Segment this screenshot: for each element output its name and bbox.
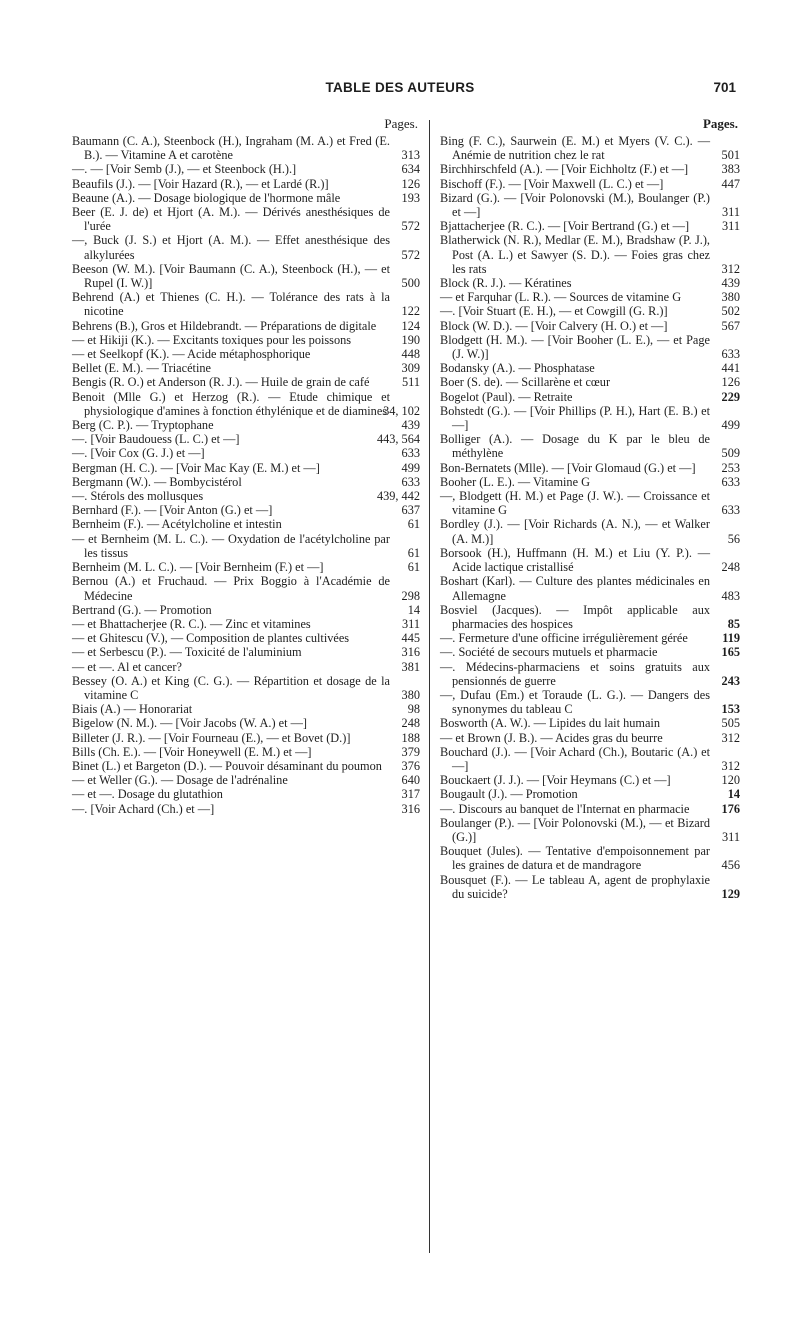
entry-page-number: 316 [401,645,420,660]
entry-text: Bernheim (M. L. C.). — [Voir Bernheim (F.) et —] [72,560,324,575]
entry-page-number: 572 [401,247,420,262]
index-entry [72,290,420,318]
entry-page-number: 572 [401,219,420,234]
entry-text: Bon-Bernatets (Mlle). — [Voir Glomaud (G.) et —] [440,460,696,475]
index-entry [72,787,420,801]
index-entry [440,773,740,787]
index-entry [440,645,740,659]
pages-column-label: Pages. [702,116,738,131]
entry-text: —. Discours au banquet de l'Internat en pharmacie [440,801,690,816]
entry-page-number: 633 [721,474,740,489]
index-entry [440,475,740,489]
entry-page-number: 61 [407,517,420,532]
index-entry [72,233,420,261]
entry-text: Bernheim (F.). — Acétylcholine et intestin [72,517,282,532]
entry-text: — et —. Dosage du glutathion [72,787,223,802]
page-header [0,80,800,100]
left-column [72,116,420,816]
entry-page-number: 298 [401,588,420,603]
entry-text: Bosviel (Jacques). — Impôt applicable aux pharmacies des hospices [440,602,710,631]
entry-page-number: 190 [401,332,420,347]
entry-page-number: 311 [402,616,420,631]
index-entry [440,375,740,389]
entry-text: Billeter (J. R.). — [Voir Fourneau (E.), — et Bovet (D.)] [72,730,351,745]
index-entry [72,674,420,702]
entry-page-number: 501 [721,148,740,163]
entry-text: —. [Voir Baudouess (L. C.) et —] [72,432,240,447]
entry-text: — et Farquhar (L. R.). — Sources de vitamine G [440,290,682,305]
entry-text: Bergman (H. C.). — [Voir Mac Kay (E. M.) et —] [72,460,320,475]
entry-text: —, Blodgett (H. M.) et Page (J. W.). — Croissance et vitamine G [440,489,710,518]
entry-text: — et Bernheim (M. L. C.). — Oxydation de l'acétylcholine par les tissus [72,531,390,560]
entry-page-number: 193 [401,190,420,205]
entry-text: —, Dufau (Em.) et Toraude (L. G.). — Dangers des synonymes du tableau C [440,687,710,717]
index-entry [440,731,740,745]
index-entry [440,134,740,162]
entry-text: Boulanger (P.). — [Voir Polonovski (M.), — et Bizard (G.)] [440,815,710,844]
entry-page-number: 176 [721,801,740,816]
index-entry [440,290,740,304]
entry-page-number: 312 [721,758,740,773]
index-entry [440,574,740,602]
entry-text: Bengis (R. O.) et Anderson (R. J.). — Huile de grain de café [72,375,370,390]
entry-page-number: 637 [401,503,420,518]
entry-text: — et Serbescu (P.). — Toxicité de l'aluminium [72,645,302,660]
entry-page-number: 120 [721,773,740,788]
index-entry [440,404,740,432]
entry-text: Bogelot (Paul). — Retraite [440,389,573,404]
index-entry [72,446,420,460]
entry-text: Bouquet (Jules). — Tentative d'empoisonnement par les graines de datura et de mandragore [440,844,710,873]
index-entry [440,660,740,688]
entry-page-number: 505 [721,716,740,731]
entry-text: Biais (A.) — Honorariat [72,702,193,717]
index-entry [440,787,740,801]
entry-page-number: 98 [407,702,420,717]
index-entry [440,716,740,730]
index-entry [72,702,420,716]
entry-text: Bing (F. C.), Saurwein (E. M.) et Myers (V. C.). — Anémie de nutrition chez le rat [440,134,710,163]
index-entry [440,802,740,816]
index-entry [440,603,740,631]
entry-text: Bougault (J.). — Promotion [440,787,578,802]
entry-page-number: 500 [401,276,420,291]
index-entry [72,773,420,787]
entry-text: — et Brown (J. B.). — Acides gras du beurre [440,730,663,745]
entry-page-number: 34, 102 [383,403,420,418]
entry-page-number: 316 [401,801,420,816]
index-entry [440,276,740,290]
index-entry [72,432,420,446]
entry-page-number: 439 [721,276,740,291]
entry-page-number: 126 [401,176,420,191]
entry-text: Bertrand (G.). — Promotion [72,602,212,617]
index-entry [72,475,420,489]
entry-text: Bordley (J.). — [Voir Richards (A. N.), — et Walker (A. M.)] [440,517,710,546]
entry-text: Bjattacherjee (R. C.). — [Voir Bertrand (G.) et —] [440,219,690,234]
index-entry [440,319,740,333]
index-entry [440,162,740,176]
entry-text: Beeson (W. M.). [Voir Baumann (C. A.), Steenbock (H.), — et Rupel (I. W.)] [72,261,390,291]
entry-page-number: 253 [721,460,740,475]
entry-page-number: 447 [721,176,740,191]
index-entry [72,631,420,645]
entry-page-number: 85 [727,616,740,631]
entry-text: Benoit (Mlle G.) et Herzog (R.). — Etude chimique et physiologique d'amines à fonction éthylénique et de diamines [72,389,390,418]
index-entry [72,560,420,574]
entry-text: Baumann (C. A.), Steenbock (H.), Ingraham (M. A.) et Fred (E. B.). — Vitamine A et carotène [72,134,390,163]
entry-page-number: 445 [401,631,420,646]
index-entry [440,816,740,844]
entry-text: Behrend (A.) et Thienes (C. H.). — Tolérance des rats à la nicotine [72,290,390,319]
index-entry [440,191,740,219]
index-entry [72,319,420,333]
entry-text: Beer (E. J. de) et Hjort (A. M.). — Dérivés anesthésiques de l'urée [72,205,390,234]
entry-page-number: 61 [407,560,420,575]
index-entry [72,645,420,659]
index-entry [440,177,740,191]
entry-page-number: 509 [721,446,740,461]
entry-page-number: 633 [401,474,420,489]
index-entry [440,844,740,872]
entry-text: —. [Voir Achard (Ch.) et —] [72,801,215,816]
entry-page-number: 448 [401,347,420,362]
entry-page-number: 511 [402,375,420,390]
entry-text: —. [Voir Cox (G. J.) et —] [72,446,205,461]
entry-page-number: 14 [727,787,740,802]
entry-page-number: 312 [721,730,740,745]
entry-page-number: 14 [407,602,420,617]
index-entry [440,390,740,404]
index-entry [72,205,420,233]
entry-page-number: 634 [401,162,420,177]
index-entry [440,631,740,645]
entry-page-number: 119 [722,631,740,646]
entry-page-number: 229 [721,389,740,404]
entry-page-number: 640 [401,773,420,788]
entry-page-number: 312 [721,261,740,276]
entry-page-number: 383 [721,162,740,177]
entry-page-number: 441 [721,361,740,376]
index-entry [72,177,420,191]
entry-page-number: 61 [407,545,420,560]
entry-text: —. Fermeture d'une officine irrégulièrement gérée [440,631,688,646]
entry-page-number: 311 [722,219,740,234]
column-divider [429,120,430,1253]
entry-page-number: 311 [722,829,740,844]
entry-page-number: 153 [721,702,740,717]
entry-text: Bousquet (F.). — Le tableau A, agent de prophylaxie du suicide? [440,872,710,901]
entry-text: Boer (S. de). — Scillarène et cœur [440,375,611,390]
entry-page-number: 456 [721,858,740,873]
entry-text: Beaufils (J.). — [Voir Hazard (R.), — et Lardé (R.)] [72,176,329,191]
index-entry [440,461,740,475]
entry-page-number: 380 [401,687,420,702]
entry-text: Bergmann (W.). — Bombycistérol [72,474,242,489]
index-entry [440,745,740,773]
entry-page-number: 439 [401,418,420,433]
entry-page-number: 483 [721,588,740,603]
entry-page-number: 248 [401,716,420,731]
index-entry [440,304,740,318]
index-entry [72,574,420,602]
entry-text: Boshart (Karl). — Culture des plantes médicinales en Allemagne [440,574,710,603]
entry-page-number: 124 [401,318,420,333]
entry-text: Bouckaert (J. J.). — [Voir Heymans (C.) et —] [440,773,671,788]
entry-page-number: 502 [721,304,740,319]
entry-text: Booher (L. E.). — Vitamine G [440,474,590,489]
index-entry [440,219,740,233]
entry-page-number: 56 [727,531,740,546]
entry-text: Binet (L.) et Bargeton (D.). — Pouvoir désaminant du poumon [72,758,382,773]
entry-page-number: 243 [721,673,740,688]
entry-page-number: 633 [721,503,740,518]
index-entry [72,361,420,375]
entry-text: Bolliger (A.). — Dosage du K par le bleu de méthylène [440,432,710,461]
pages-column-label: Pages. [384,116,418,131]
entry-text: Bills (Ch. E.). — [Voir Honeywell (E. M.) et —] [72,744,312,759]
index-entry [440,333,740,361]
entry-page-number: 188 [401,730,420,745]
entry-text: Block (W. D.). — [Voir Calvery (H. O.) et —] [440,318,668,333]
entry-text: —. [Voir Stuart (E. H.), — et Cowgill (G. R.)] [440,304,668,319]
index-entry [72,503,420,517]
entry-page-number: 309 [401,361,420,376]
index-entry [72,262,420,290]
entry-text: Bouchard (J.). — [Voir Achard (Ch.), Boutaric (A.) et —] [440,744,710,773]
entry-page-number: 381 [401,659,420,674]
entry-text: — et Hikiji (K.). — Excitants toxiques pour les poissons [72,332,352,347]
entry-text: Bessey (O. A.) et King (C. G.). — Répartition et dosage de la vitamine C [72,673,390,702]
entry-page-number: 126 [721,375,740,390]
index-entry [72,517,420,531]
entry-text: —. — [Voir Semb (J.), — et Steenbock (H.).] [72,162,297,177]
entry-page-number: 317 [401,787,420,802]
entry-text: —, Buck (J. S.) et Hjort (A. M.). — Effet anesthésique des alkylurées [72,233,390,262]
index-entry [72,162,420,176]
entry-page-number: 633 [401,446,420,461]
index-entry [72,418,420,432]
entry-text: Beaune (A.). — Dosage biologique de l'hormone mâle [72,190,341,205]
entry-text: — et —. Al et cancer? [72,659,182,674]
entry-text: Berg (C. P.). — Tryptophane [72,418,214,433]
entry-page-number: 443, 564 [376,432,420,447]
index-entry [440,517,740,545]
entry-text: Bernou (A.) et Fruchaud. — Prix Boggio à l'Académie de Médecine [72,574,390,603]
index-entry [440,688,740,716]
entry-text: Bodansky (A.). — Phosphatase [440,361,595,376]
index-entry [72,716,420,730]
entry-page-number: 248 [721,560,740,575]
index-entry [440,546,740,574]
index-entry [72,802,420,816]
index-entry [72,375,420,389]
right-column [440,116,740,901]
index-entry [440,873,740,901]
entry-text: Bigelow (N. M.). — [Voir Jacobs (W. A.) et —] [72,716,307,731]
entry-text: Bohstedt (G.). — [Voir Phillips (P. H.), Hart (E. B.) et —] [440,403,710,433]
entry-page-number: 311 [722,205,740,220]
entry-text: Block (R. J.). — Kératines [440,276,572,291]
entry-text: — et Seelkopf (K.). — Acide métaphosphorique [72,347,311,362]
index-entry [72,603,420,617]
index-entry [72,489,420,503]
entry-page-number: 499 [401,460,420,475]
entry-page-number: 499 [721,418,740,433]
index-entry [72,134,420,162]
entry-text: Blodgett (H. M.). — [Voir Booher (L. E.), — et Page (J. W.)] [440,332,710,362]
entry-text: — et Ghitescu (V.), — Composition de plantes cultivées [72,631,350,646]
page-number: 701 [713,80,736,95]
entry-page-number: 122 [401,304,420,319]
entry-page-number: 379 [401,744,420,759]
index-entry [72,617,420,631]
entry-text: Bosworth (A. W.). — Lipides du lait humain [440,716,660,731]
entry-page-number: 439, 442 [376,489,420,504]
entry-text: — et Weller (G.). — Dosage de l'adrénaline [72,773,288,788]
entry-text: —. Stérols des mollusques [72,489,204,504]
entry-page-number: 313 [401,148,420,163]
entry-text: Birchhirschfeld (A.). — [Voir Eichholtz (F.) et —] [440,162,689,177]
author-entry-list [440,134,740,901]
entry-text: Bizard (G.). — [Voir Polonovski (M.), Boulanger (P.) et —] [440,190,710,220]
index-entry [72,759,420,773]
index-entry [72,191,420,205]
entry-text: —. Médecins-pharmaciens et soins gratuits aux pensionnés de guerre [440,659,710,688]
entry-page-number: 567 [721,318,740,333]
index-entry [72,532,420,560]
entry-page-number: 129 [721,886,740,901]
entry-page-number: 380 [721,290,740,305]
entry-text: Bischoff (F.). — [Voir Maxwell (L. C.) et —] [440,176,664,191]
entry-page-number: 165 [721,645,740,660]
entry-text: Blatherwick (N. R.), Medlar (E. M.), Bradshaw (P. J.), Post (A. L.) et Sawyer (S. D.). — Foies gras chez les rats [440,233,710,276]
entry-text: Bernhard (F.). — [Voir Anton (G.) et —] [72,503,273,518]
entry-text: —. Société de secours mutuels et pharmacie [440,645,658,660]
page-title: TABLE DES AUTEURS [325,80,475,95]
index-entry [440,361,740,375]
author-entry-list [72,134,420,816]
index-entry [440,432,740,460]
index-entry [440,233,740,276]
entry-page-number: 376 [401,758,420,773]
entry-text: Behrens (B.), Gros et Hildebrandt. — Préparations de digitale [72,318,377,333]
entry-text: Borsook (H.), Huffmann (H. M.) et Liu (Y. P.). — Acide lactique cristallisé [440,545,710,575]
index-entry [72,461,420,475]
index-entry [72,333,420,347]
entry-text: Bellet (E. M.). — Triacétine [72,361,212,376]
entry-page-number: 633 [721,347,740,362]
index-entry [440,489,740,517]
index-entry [72,660,420,674]
index-entry [72,347,420,361]
entry-text: — et Bhattacherjee (R. C.). — Zinc et vitamines [72,616,311,631]
index-entry [72,390,420,418]
index-entry [72,731,420,745]
index-entry [72,745,420,759]
